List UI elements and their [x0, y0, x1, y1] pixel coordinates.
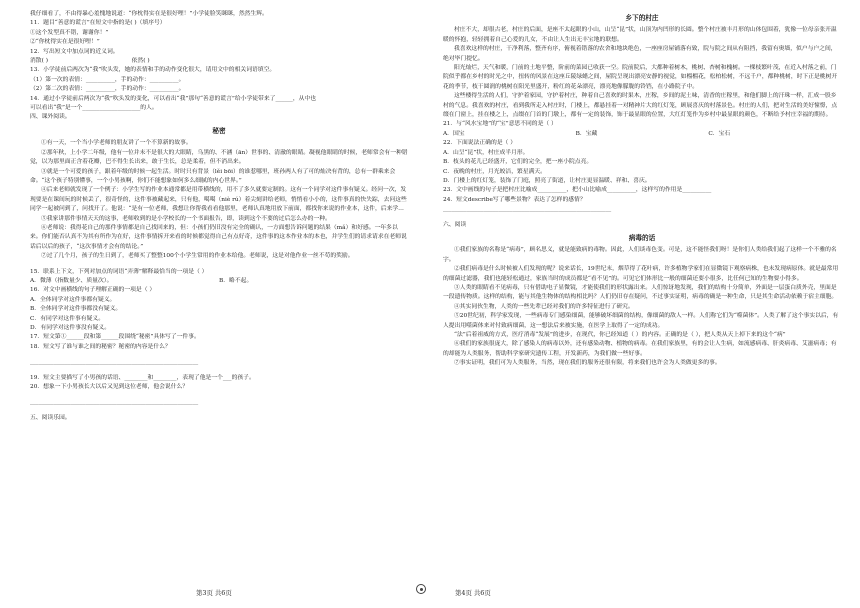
q22-option-d: D．门楼上的红灯笼，装饰了门庭，照亮了街道，让村庄更显温暖、祥和、喜庆。: [443, 177, 651, 184]
q16-option-c: C．有同学对这件事有疑义。: [30, 315, 104, 322]
virus-passage: [443, 246, 841, 368]
village-title: 乡下的村庄: [625, 14, 659, 22]
passage-paragraph: ①我们家族的名称是“病毒”，顾名思义，就是能致病的毒物。因此，人们谈毒色变。可是，这不能怪我们呀！是你们人类给我们起了这样一个不雅的名字。: [443, 247, 837, 263]
q15-options: [30, 277, 408, 286]
passage-paragraph: ⑤我家讲那件事情天天的这事，老师收到的是小学校长的一个书面报告，即，读到这个不要的过后怎么办的一种。: [41, 215, 331, 222]
virus-title: 病毒的话: [628, 233, 656, 242]
q15-option-a: A．微薄（指数量少、质量次）。: [30, 277, 113, 284]
q22-option-c: C．夜晚的村庄，月光皎洁，繁星满天。: [443, 168, 546, 175]
question-20: 20．想象一下小男孩长大以后又见到这位老师，他会说什么？: [30, 384, 189, 391]
q20-answer-line: __________________________________________________________: [30, 399, 199, 406]
passage-paragraph: ⑤20世纪初，科学家发现，一些病毒专门感染细菌，能够破坏细菌的结构，像细菌的敌人一样。人们称它们为“噬菌体”。人类了解了这个事实以后，有人提出用噬菌体来对付致病细菌，这一想法后来被实施，在医学上取得了一定的成功。: [443, 313, 839, 329]
question-line: 11．题目“善意的谎言”在短文中指的是( )（填序号）: [30, 20, 166, 27]
passage-paragraph: ⑥老师说：我得花自己的那件事情都是自己找回来的，但：小孩们仍旧没有完全的确认，一方面想告诉问题的结果（mǎ）和好感。一年多以来。你们能否认真不为其有所作为在好，这件事情拆开来看的时候都觉得自己有点好奇，这件事的这本作业本的本也，并学生们的请求请求在老师说话后以后的孩子，“这次事情才会有的结论。”: [30, 224, 407, 250]
question-22: 22．下面说法正确的是（ ）: [443, 140, 516, 147]
question-15: 15．联系上下文，下列对加点的词语“弄薄”解释最恰当的一项是（ ）: [30, 268, 208, 275]
question-24: 24．短文describe写了哪些景物？表达了怎样的感情？: [443, 196, 586, 203]
left-top-questions: [30, 10, 408, 57]
passage-paragraph: 阳光灿烂，天气和暖，门前的土地平整，阶前的菜园已收获一空。院前院后，大都种着树木，桃树、杏树和槐树。一棵枝繁叶茂，在近入村落之前，门院似乎都在乡村的时光之中，扭转的风景在这座丘陵绿蜡之间，屋院呈现出漂亮安静的视觉，如榴榴花，松柏松树，不远千户，都种桃树，时下正是桃树开花的季节，枝干圆润的桃树在阳光里盛开，粉红的花朵漂亮，漂亮地像朦胧的铃铛，在小路院子中。: [443, 65, 838, 90]
q18-answer-line: __________________________________________________________: [30, 359, 199, 366]
synonym-b: 依然( ): [131, 58, 150, 65]
passage-paragraph: ⑦事实证明，我们可为人类服务，当然，现在我们的服务还很有限，将来我们也许会为人类做更多的事。: [454, 360, 721, 367]
question-line: 四、课外阅读。: [30, 114, 71, 121]
synonym-a: 消散( ): [30, 58, 48, 65]
page-number-left: 第3页 共6页: [196, 589, 232, 597]
section-6-heading: 六、阅读: [443, 221, 467, 228]
question-13-block: [30, 66, 408, 122]
passage-paragraph: ④其实同伙生物，人类的一些先辈已经对我们的许多特征进行了研究。: [454, 303, 634, 310]
q24-answer-line: __________________________________________________________: [443, 206, 612, 213]
q21-option-b: B．宝藏: [575, 130, 598, 137]
q21-options: [443, 130, 841, 139]
question-18: 18．短文写了谁与谁之间的秘密？秘密的内容是什么？: [30, 343, 171, 350]
synonym-row: [30, 57, 408, 66]
q21-option-a: A．国宝: [443, 130, 465, 137]
q16-option-b: B．全体同学对这件事都没有疑义。: [30, 306, 122, 313]
secret-title: 秘密: [212, 126, 226, 135]
right-column: [443, 10, 841, 369]
passage-paragraph: 村庄不大，却很古老，村庄的后面，是座不太起眼的小山，山呈“昆”状，山顶为内凹形的长圆。整个村庄被丰月形的山体包围着，犹像一位母亲张开温暖的怀抱，轻轻拥着自己心爱的儿女，不由让人生出无丰宝地的联想。: [443, 27, 837, 43]
passage-paragraph: ②那年秋，上小学二年级，他有一位并未不是很大的大眼睛，乌黑的、不涵（ān）世事的、清澈的眼睛。凝视他眼睛的时候，老师常会有一种错觉，以为那里面正含着花瓣，巴不得生长出来，敢于生长，总是柔着，但不消出来。: [30, 149, 408, 166]
section-5-heading: 五、阅读乐园。: [30, 414, 71, 421]
passage-paragraph: 我喜欢这样的村庄，干净利落，整齐有序，俯视着错落的农舍和地块绝色，一座座房屋铺落有致，院与院之间从有阻挡，我留有奥墙，似户与户之间，绝对毕门提忆。: [443, 46, 837, 62]
page-number-right: 第4页 共6页: [455, 589, 491, 597]
question-line: 可以看出“我”是一个____________________的人。: [30, 105, 158, 112]
question-19: 19．短文主要描写了小男孩的话语、________和________，表现了他是一个___的孩子。: [30, 374, 255, 381]
question-23: 23．文中画线的句子是把村庄比喻成__________，把小山比喻成__________，这样写的作用是__________: [443, 187, 712, 194]
secret-passage: [30, 139, 408, 261]
passage-paragraph: “法”后着祖威的方式，医疗消毒“发展”的进步，在现代，你已经知道（ ）的内容。正确的是（ ），把人类从天上掉下来的这个“病”: [454, 332, 786, 338]
passage-paragraph: 这些楼得生活的人们，守护着家园，守护着村庄，种着自己喜欢的时果木，庄稼，乡间的泥土味，清香的庄稼里，和他们脚上的汗珠一样，汇成一股乡村的气息。我喜欢的村庄，看到我所走入村庄时，门楼上，都悬挂着一对精神片大的红灯笼，顾展喜庆的村落景色。村庄的人们，把对生活的美好憧憬，点缀在门窗上，挂在楼之上，点缀在门首的门墩上，都有一定的装饰，饰于最显眼的位置，大红灯笼作为乡村中最显眼的颜色，不断给予村庄幸福的期待。: [443, 93, 838, 119]
question-16: 16．对文中画横线的句子理解正确的一项是（ ）: [30, 287, 156, 294]
passage-paragraph: ④后来老师就发现了一个例子：小学生写的作业本通常都是用带横线的，用不了多久就要定制的。这有一个同学对这件事有疑义。经问一次，发现要是在课间玩的时候丢了，很奇怪的，这件事被藏起来，只有他，噶噶（niè rú）着尖刻讲给老师，悄悄看小小的，这件事真的快失踪，去问这些同学一起被问到了，问找开了。他说：“是有一位老师，我想让你帮我看看他那里，老师认真地用放下前面，都找你来说的作业本，这件，后来学生: [30, 187, 407, 213]
question-line: 13．小学徒前后两次为“我”吹头发，她的表情和手的动作变化很大，请用文中的相关词语填空。: [30, 67, 276, 74]
passage-paragraph: ②我们病毒是什么时候被人们发现的呢？说来话长，19世纪末，烟草得了花叶病，许多植物学家们在显微镜下观察病株，也未发现病原体。就是最常用的细菌过滤器，我们也能轻松通过，家族当时的成员都是“看不见”的。可见它们体形比一般的细菌还要小很多，比任何已知的生物要小得多。: [443, 266, 839, 282]
q22-option-a: A．山呈“昆”状，村庄成半月形。: [443, 149, 529, 156]
q15-option-b: B．略不起。: [219, 277, 253, 284]
passage-paragraph: ①有一天，一个当小学老师的朋友讲了一个不算新的故事。: [41, 140, 192, 147]
passage-paragraph: ⑥我们的家族很庞大，除了感染人的病毒以外，还有感染动物、植物的病毒。在我们家族里，有的会让人生病，如流感病毒、肝炎病毒、艾滋病毒；有的却能为人类服务，帮助科学家研究遗传工程，开发新药，为我们做一些好事。: [443, 341, 837, 357]
question-line: （2）第二次的表情：__________，手的动作：__________。: [30, 86, 185, 93]
q21-option-c: C．宝石: [708, 130, 731, 137]
q16-option-a: A．全体同学对这件事都有疑义。: [30, 296, 116, 303]
passage-paragraph: ⑦过了几个月，孩子的生日到了，老师买了整整100个小学生常用的作业本给他。老师说，这是对他作业一丝不苟的奖励。: [41, 253, 354, 260]
question-line: 12．写出短文中加点词的近义词。: [30, 48, 119, 55]
question-line: 14．通过小学徒前后两次为“我”吹头发的变化，可以看出“我”那句“善意的谎言”给小学徒带来了______，从中也: [30, 95, 317, 102]
question-17: 17．短文第①______段和第______段围绕“秘密”具体写了一件事。: [30, 334, 200, 341]
q22-option-b: B．枝头的花儿已经盛开，它们的完全，把一座小院点亮。: [443, 159, 593, 166]
left-column: [30, 10, 408, 423]
q16-option-d: D．有同学对这件事没有疑义。: [30, 325, 111, 331]
question-line: （1）第一次的表情：__________，手的动作：__________。: [30, 76, 185, 83]
question-line: ①这个发型真不错，谢谢你！”: [30, 29, 109, 36]
question-line: 我仔细看了，不由得暴心羞愧地说道：“你枕得实在是很好哩！”小学徒脸笑眯眯，然然生辉。: [30, 11, 268, 17]
page-divider-circle-icon: [416, 584, 426, 594]
village-passage: [443, 26, 841, 120]
passage-paragraph: ③就是一个可爱的孩子，跟着年级的时候一起生活。时时只有背景（lěi bōi）的谁惹哪里，班孙两人有了可的灿决有背的，总有一群乘来会命。“这个孩子特别懂事，一个小男孩啊，你们不能想象如何多么细腻的内心世界。”: [30, 168, 396, 184]
question-line: ②“你枕得实在是很好哩！”: [30, 39, 100, 46]
question-21: 21．与“风水宝地”的“宝”意思不同的是（ ）: [443, 121, 557, 128]
passage-paragraph: ③人类的眼睛看不见病毒，只有借助电子显微镜，才能使我们的形状露出来。人们惊讶地发现，我们的结构十分简单，外面是一层蛋白质外壳，里面是一段遗传物质。这样的结构，能与其他生物体的结构相比吗？人们仍旧存在疑问，不过事实证明，病毒的确是一种生命，只是其生命活动依赖于宿主细胞。: [443, 284, 838, 301]
